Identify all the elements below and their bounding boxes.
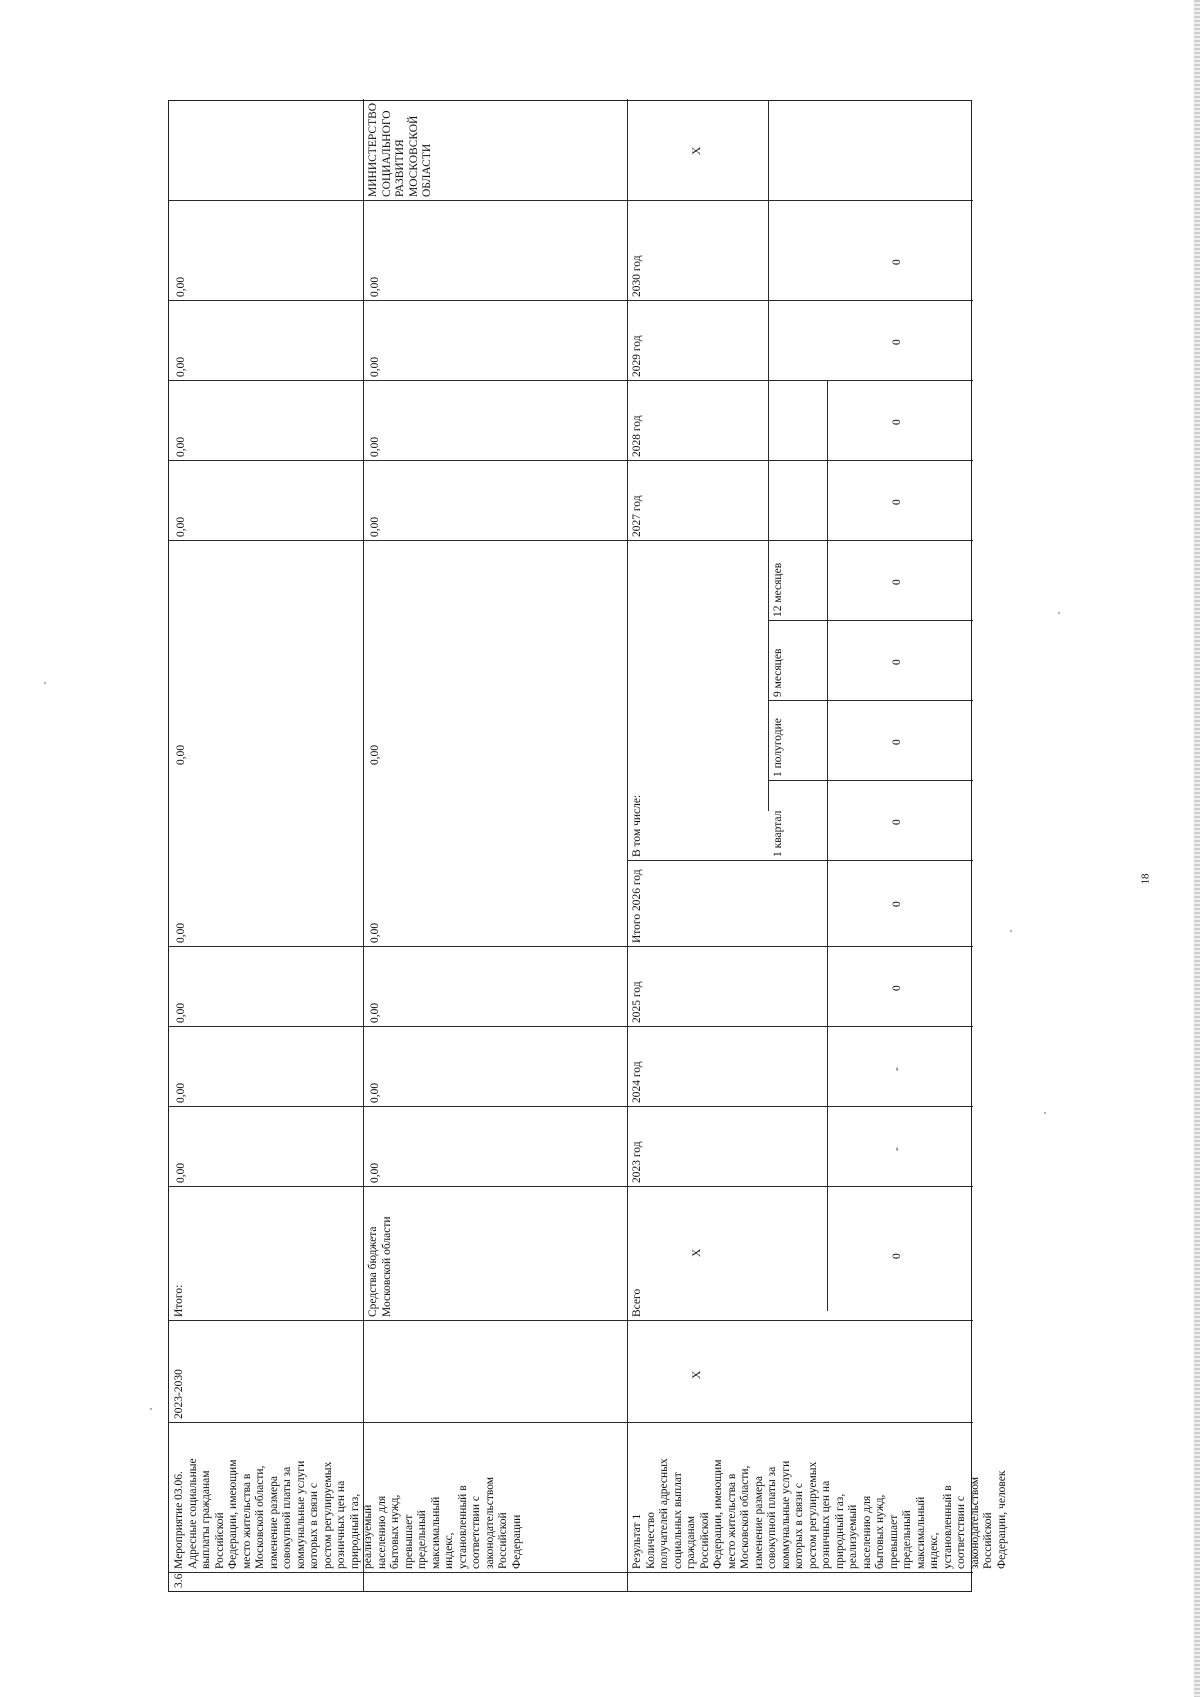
value-2030: 0 bbox=[891, 259, 903, 265]
value-2027: 0 bbox=[891, 499, 903, 505]
responsible-executor: МИНИСТЕРСТВО СОЦИАЛЬНОГО РАЗВИТИЯ МОСКОВСКОЙ ОБЛАСТИ bbox=[367, 102, 433, 197]
source-value-2028: 0,00 bbox=[369, 436, 381, 457]
event-description: Мероприятие 03.06. Адресные социальные выплаты гражданам Российской Федерации, имеющим место жительства в Московской области, изменение размера совокупной платы за коммунальные услуги которых в связи с ростом регулируемых розничных цен на природный газ, реализуемый населению для бытовых нужд, превышает предельный максимальный индекс, установленный в соответствии с законодательством Российской Федерации bbox=[173, 1458, 523, 1569]
total-value-2029: 0,00 bbox=[175, 356, 187, 377]
scan-speck bbox=[1044, 1112, 1046, 1114]
source-value-all: 0,00 bbox=[369, 1162, 381, 1183]
total-value-2023: 0,00 bbox=[175, 1082, 187, 1103]
header-2030: 2030 год bbox=[631, 255, 643, 297]
source-value-2025: 0,00 bbox=[369, 922, 381, 943]
header-q1: 1 квартал bbox=[772, 810, 784, 857]
header-2029: 2029 год bbox=[631, 335, 643, 377]
total-value-2027: 0,00 bbox=[175, 516, 187, 537]
total-value-all: 0,00 bbox=[175, 1162, 187, 1183]
total-value-2028: 0,00 bbox=[175, 436, 187, 457]
scan-speck bbox=[1010, 930, 1012, 932]
header-total-2026: Итого 2026 год bbox=[631, 869, 643, 943]
scan-speck bbox=[1058, 612, 1060, 614]
header-total: Всего bbox=[631, 1288, 643, 1317]
header-including: В том числе: bbox=[631, 794, 643, 857]
header-half-year: 1 полугодие bbox=[772, 718, 784, 777]
result-responsible-mark: X bbox=[691, 146, 703, 155]
value-2024: - bbox=[891, 1067, 903, 1071]
value-12-months: 0 bbox=[891, 579, 903, 585]
total-value-2025: 0,00 bbox=[175, 922, 187, 943]
total-value-2024: 0,00 bbox=[175, 1002, 187, 1023]
value-2023: - bbox=[891, 1147, 903, 1151]
header-2025: 2025 год bbox=[631, 981, 643, 1023]
source-value-2026: 0,00 bbox=[369, 744, 381, 765]
row-number: 3.6 bbox=[173, 1573, 185, 1588]
source-value-2024: 0,00 bbox=[369, 1002, 381, 1023]
header-12-months: 12 месяцев bbox=[772, 562, 784, 617]
source-value-2023: 0,00 bbox=[369, 1082, 381, 1103]
header-9-months: 9 месяцев bbox=[772, 648, 784, 697]
result-period-mark: X bbox=[691, 1370, 703, 1379]
period-cell: 2023-2030 bbox=[173, 1369, 185, 1419]
value-q1: 0 bbox=[891, 819, 903, 825]
table-frame bbox=[168, 100, 1008, 1592]
header-2028: 2028 год bbox=[631, 415, 643, 457]
value-9-months: 0 bbox=[891, 659, 903, 665]
source-value-2029: 0,00 bbox=[369, 356, 381, 377]
source-value-2027: 0,00 bbox=[369, 516, 381, 537]
value-2029: 0 bbox=[891, 339, 903, 345]
scan-edge bbox=[1194, 0, 1200, 1697]
header-2024: 2024 год bbox=[631, 1061, 643, 1103]
rotated-table bbox=[168, 100, 1008, 1592]
scan-speck bbox=[150, 1408, 152, 1410]
result-description: Результат 1 Количество получателей адресных социальных выплат гражданам Российской Федерации, имеющим место жительства в Московской области, изменение размера совокупной платы за коммунальные услуги которых в связи с ростом регулируемых розничных цен на природный газ, реализуемый населению для бытовых нужд, превышает предельный максимальный индекс, установленный в соответствии с законодательством Российской Федерации, человек bbox=[631, 1458, 1008, 1569]
result-source-mark: X bbox=[691, 1248, 703, 1257]
header-2027: 2027 год bbox=[631, 495, 643, 537]
total-value-2026: 0,00 bbox=[175, 744, 187, 765]
value-2028: 0 bbox=[891, 419, 903, 425]
source-value-2030: 0,00 bbox=[369, 276, 381, 297]
value-total: 0 bbox=[891, 1253, 903, 1259]
total-label: Итого: bbox=[173, 1284, 185, 1317]
funding-source-label: Средства бюджета Московской области bbox=[367, 1216, 393, 1317]
header-2023: 2023 год bbox=[631, 1141, 643, 1183]
value-total-2026: 0 bbox=[891, 901, 903, 907]
total-value-2030: 0,00 bbox=[175, 276, 187, 297]
value-half-year: 0 bbox=[891, 739, 903, 745]
scan-speck bbox=[44, 682, 46, 684]
page-number: 18 bbox=[1139, 873, 1152, 885]
value-2025: 0 bbox=[891, 985, 903, 991]
